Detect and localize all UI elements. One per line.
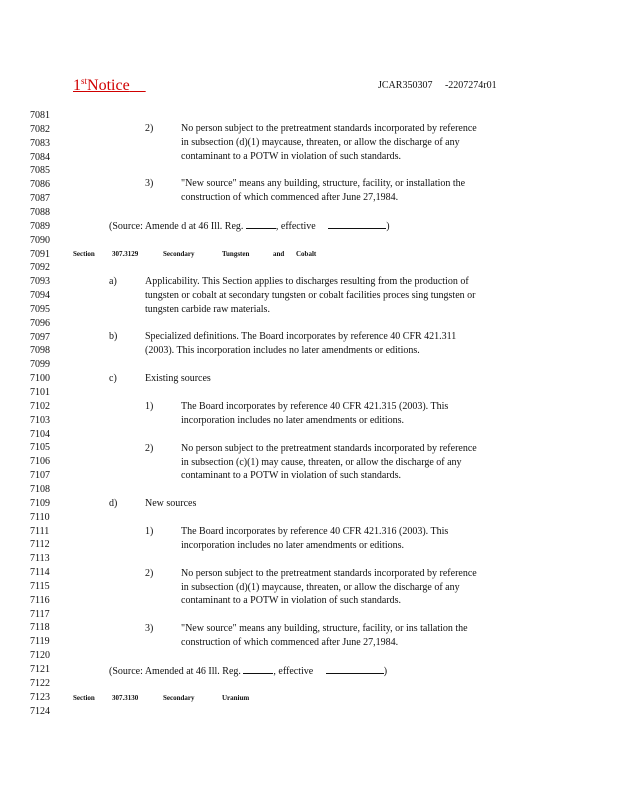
source-text: (Source: Amended at 46 Ill. Reg. xyxy=(109,666,241,677)
line-number: 7100 xyxy=(30,373,50,385)
line-number: 7103 xyxy=(30,414,50,426)
blank-line xyxy=(328,219,386,229)
line-number: 7089 xyxy=(30,220,50,232)
text-line: incorporation includes no later amendments or editions. xyxy=(181,540,404,551)
line-number: 7101 xyxy=(30,387,50,398)
line-number: 7113 xyxy=(30,553,50,565)
line-number: 7097 xyxy=(30,331,50,343)
line-number: 7095 xyxy=(30,303,50,315)
line-number: 7086 xyxy=(30,179,50,191)
line-number: 7116 xyxy=(30,594,50,606)
line-number: 7109 xyxy=(30,497,50,509)
line-number: 7091 xyxy=(30,248,50,260)
text-line: in subsection (d)(1) maycause, threaten, or allow the discharge of any xyxy=(181,582,460,593)
subsection-label: c) xyxy=(109,373,117,384)
line-number: 7090 xyxy=(30,234,50,246)
line-number: 7110 xyxy=(30,511,50,523)
text-line: contaminant to a POTW in violation of such standards. xyxy=(181,151,402,162)
text-line: No person subject to the pretreatment standards incorporated by reference xyxy=(181,123,477,134)
text-line: (2003). This incorporation includes no later amendments or editions. xyxy=(145,345,420,356)
line-number: 7122 xyxy=(30,677,50,689)
text-line: No person subject to the pretreatment standards incorporated by reference xyxy=(181,568,477,579)
subsection-label: d) xyxy=(109,498,118,509)
section-title-word: Cobalt xyxy=(296,250,317,258)
line-number: 7123 xyxy=(30,691,50,703)
source-text: , effective xyxy=(275,221,316,232)
item-number: 3) xyxy=(145,178,154,189)
source-text: , effective xyxy=(273,666,314,677)
line-number: 7081 xyxy=(30,110,50,121)
blank-line xyxy=(326,664,384,674)
subsection-label: a) xyxy=(109,276,117,287)
source-note xyxy=(109,219,390,234)
section-number: 307.3129 xyxy=(112,250,139,258)
text-line: "New source" means any building, structure, facility, or installation the xyxy=(181,178,466,189)
notice-superscript: st xyxy=(81,76,88,86)
text-line: tungsten carbide raw materials. xyxy=(145,304,270,315)
text-line: The Board incorporates by reference 40 CFR 421.316 (2003). This xyxy=(181,526,449,537)
line-number: 7093 xyxy=(30,276,50,288)
line-number: 7102 xyxy=(30,400,50,412)
section-title-word: Secondary xyxy=(163,694,195,702)
subsection-label: b) xyxy=(109,331,118,342)
line-number: 7088 xyxy=(30,206,50,218)
item-number: 1) xyxy=(145,526,154,537)
line-number: 7104 xyxy=(30,428,50,440)
source-text: ) xyxy=(386,221,390,232)
text-line: contaminant to a POTW in violation of such standards. xyxy=(181,470,402,481)
text-line: in subsection (c)(1) may cause, threaten, or allow the discharge of any xyxy=(181,457,462,468)
text-line: contaminant to a POTW in violation of such standards. xyxy=(181,595,402,606)
section-word: Section xyxy=(73,250,95,258)
text-line: No person subject to the pretreatment standards incorporated by reference xyxy=(181,443,477,454)
section-title-word: Tungsten xyxy=(222,250,250,258)
section-title-word: Secondary xyxy=(163,250,195,258)
subsection-heading: Existing sources xyxy=(145,373,211,384)
source-text: (Source: Amende d at 46 Ill. Reg. xyxy=(109,221,244,232)
line-number: 7092 xyxy=(30,262,50,274)
line-number: 7121 xyxy=(30,664,50,675)
section-number: 307.3130 xyxy=(112,694,139,702)
section-word: Section xyxy=(73,694,95,702)
line-number: 7111 xyxy=(30,525,50,537)
source-text: ) xyxy=(383,666,388,677)
item-number: 2) xyxy=(145,443,154,454)
text-line: in subsection (d)(1) maycause, threaten, or allow the discharge of any xyxy=(181,137,460,148)
line-number: 7083 xyxy=(30,137,50,149)
text-line: Applicability. This Section applies to discharges resulting from the production of xyxy=(145,276,469,287)
item-number: 3) xyxy=(145,623,154,634)
line-number: 7085 xyxy=(30,165,50,177)
line-number: 7087 xyxy=(30,193,50,205)
line-number: 7112 xyxy=(30,539,50,551)
section-title-word: and xyxy=(273,250,285,258)
line-number: 7120 xyxy=(30,650,50,662)
notice-word: Notice xyxy=(87,77,130,94)
text-line: construction of which commenced after June 27,1984. xyxy=(181,637,399,648)
line-number: 7108 xyxy=(30,483,50,495)
blank-line xyxy=(246,219,276,229)
section-title-word: Uranium xyxy=(222,694,250,702)
line-number: 7099 xyxy=(30,359,50,371)
blank-line xyxy=(243,664,273,674)
text-line: "New source" means any building, structure, facility, or ins tallation the xyxy=(181,623,468,634)
item-number: 2) xyxy=(145,568,154,579)
line-number: 7082 xyxy=(30,123,50,135)
line-number: 7114 xyxy=(30,567,50,579)
line-number: 7118 xyxy=(30,622,50,634)
line-number: 7096 xyxy=(30,317,50,329)
line-number: 7105 xyxy=(30,442,50,454)
line-number: 7084 xyxy=(30,151,50,163)
subsection-heading: New sources xyxy=(145,498,197,509)
line-number: 7117 xyxy=(30,608,50,620)
text-line: incorporation includes no later amendments or editions. xyxy=(181,415,404,426)
source-note xyxy=(109,664,387,679)
line-number: 7115 xyxy=(30,580,50,592)
notice-header xyxy=(73,76,146,95)
line-number: 7094 xyxy=(30,290,50,302)
text-line: The Board incorporates by reference 40 CFR 421.315 (2003). This xyxy=(181,401,449,412)
line-number: 7106 xyxy=(30,456,50,468)
item-number: 2) xyxy=(145,123,154,134)
line-number: 7124 xyxy=(30,705,50,717)
line-number: 7107 xyxy=(30,470,50,482)
document-id: JCAR350307 -2207274r01 xyxy=(378,80,497,91)
item-number: 1) xyxy=(145,401,154,412)
line-number: 7098 xyxy=(30,345,50,357)
text-line: Specialized definitions. The Board incorporates by reference 40 CFR 421.311 xyxy=(145,331,457,342)
text-line: tungsten or cobalt at secondary tungsten or cobalt facilities proces sing tungsten or xyxy=(145,290,476,301)
notice-number: 1 xyxy=(73,77,81,94)
text-line: construction of which commenced after June 27,1984. xyxy=(181,192,399,203)
line-number: 7119 xyxy=(30,636,50,648)
